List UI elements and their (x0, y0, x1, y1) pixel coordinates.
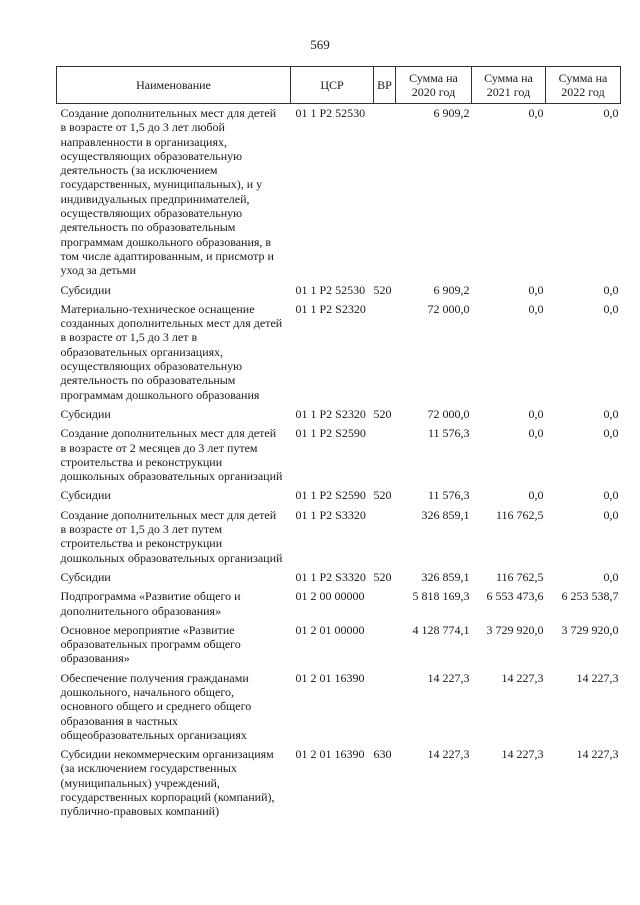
page-number: 569 (310, 37, 330, 52)
row-sum-2020: 11 576,3 (427, 488, 470, 503)
row-name: Основное мероприятие «Развитие образовательных программ общего образования» (60, 622, 241, 666)
row-vr (374, 669, 396, 745)
row-sum-2021: 14 227,3 (501, 670, 544, 685)
header-sum-2021: Сумма на 2021 год (472, 67, 546, 104)
table-row (57, 669, 621, 745)
row-sum-2021: 116 762,5 (495, 507, 544, 522)
row-csr: 01 2 00 00000 (295, 589, 365, 604)
header-csr: ЦСР (291, 67, 374, 104)
row-vr (374, 104, 396, 281)
row-vr: 520 (373, 488, 392, 503)
row-csr: 01 1 P2 S2590 (295, 426, 366, 441)
budget-table (56, 66, 621, 822)
row-sum-2020: 72 000,0 (427, 406, 470, 421)
header-name: Наименование (57, 67, 291, 104)
row-csr: 01 1 P2 S2320 (295, 406, 366, 421)
table-row (57, 281, 621, 300)
row-sum-2022: 0,0 (603, 488, 619, 503)
row-sum-2021: 0,0 (528, 488, 544, 503)
header-sum-2022: Сумма на 2022 год (546, 67, 621, 104)
row-csr: 01 1 P2 52530 (295, 106, 366, 120)
table-row (57, 621, 621, 669)
row-vr: 520 (373, 282, 392, 297)
row-name: Создание дополнительных мест для детей в возрасте от 1,5 до 3 лет путем строительства и реконструкции дошкольных образовательных организаций (60, 507, 283, 565)
row-sum-2022: 0,0 (603, 282, 619, 297)
row-vr (374, 424, 396, 486)
row-sum-2020: 4 128 774,1 (412, 622, 470, 637)
row-sum-2022: 14 227,3 (576, 670, 619, 685)
row-name: Создание дополнительных мест для детей в возрасте от 2 месяцев до 3 лет путем строительства и реконструкции дошкольных образовательных организаций (60, 426, 283, 484)
row-sum-2020: 72 000,0 (427, 301, 470, 316)
header-sum-2020: Сумма на 2020 год (396, 67, 472, 104)
row-sum-2022: 14 227,3 (576, 747, 619, 762)
table-row (57, 745, 621, 821)
row-sum-2020: 6 909,2 (433, 106, 470, 120)
table-row (57, 587, 621, 621)
table-header-row (57, 67, 621, 104)
row-sum-2021: 116 762,5 (495, 569, 544, 584)
row-sum-2022: 0,0 (603, 106, 619, 120)
row-sum-2020: 326 859,1 (421, 569, 470, 584)
row-name: Обеспечение получения гражданами дошкольного, начального общего, основного общего и среднего общего образования в частных общеобразовательных организациях (60, 670, 252, 742)
table-row (57, 424, 621, 486)
row-name: Субсидии (60, 488, 111, 503)
row-csr: 01 2 01 16390 (295, 670, 365, 685)
row-csr: 01 1 P2 S3320 (295, 507, 366, 522)
row-sum-2020: 11 576,3 (427, 426, 470, 441)
row-sum-2021: 0,0 (528, 282, 544, 297)
row-csr: 01 2 01 00000 (295, 622, 365, 637)
row-sum-2020: 14 227,3 (427, 670, 470, 685)
row-sum-2022: 0,0 (603, 301, 619, 316)
row-sum-2022: 0,0 (603, 406, 619, 421)
row-vr (374, 621, 396, 669)
row-name: Субсидии (60, 282, 111, 297)
row-csr: 01 1 P2 S2590 (295, 488, 366, 503)
row-name: Подпрограмма «Развитие общего и дополнительного образования» (60, 589, 241, 618)
row-sum-2021: 0,0 (528, 106, 544, 120)
row-sum-2020: 6 909,2 (433, 282, 470, 297)
row-sum-2021: 3 729 920,0 (486, 622, 544, 637)
row-vr: 520 (373, 569, 392, 584)
row-sum-2022: 0,0 (603, 507, 619, 522)
row-sum-2021: 0,0 (528, 426, 544, 441)
row-name: Субсидии (60, 406, 111, 421)
table-row (57, 568, 621, 587)
table-row (57, 405, 621, 424)
table-row (57, 506, 621, 568)
row-sum-2022: 0,0 (603, 569, 619, 584)
row-name: Субсидии некоммерческим организациям (за исключением государственных (муниципальных) учреждений, государственных корпораций (компаний), публично-правовых компаний) (60, 747, 275, 819)
row-csr: 01 2 01 16390 (295, 747, 365, 762)
row-sum-2022: 0,0 (603, 426, 619, 441)
row-name: Материально-техническое оснащение созданных дополнительных мест для детей в возрасте от 1,5 до 3 лет в образовательных организациях, осуществляющих образовательную деятельность по образовательным программам дошкольного образования (60, 301, 283, 402)
header-vr: ВР (374, 67, 396, 104)
row-vr (374, 300, 396, 405)
table-row (57, 486, 621, 505)
row-sum-2022: 6 253 538,7 (561, 589, 619, 604)
row-sum-2021: 6 553 473,6 (486, 589, 544, 604)
table-row (57, 104, 621, 281)
row-csr: 01 1 P2 52530 (295, 282, 366, 297)
row-sum-2020: 326 859,1 (421, 507, 470, 522)
row-sum-2020: 5 818 169,3 (412, 589, 470, 604)
row-name: Создание дополнительных мест для детей в возрасте от 1,5 до 3 лет любой направленности в организациях, осуществляющих образовательную деятельность (за исключением государственных, муниципальных), и у индивидуальных предпринимателей, осуществляющих образовательную деятельность по образовательным программам дошкольного образования, в том числе адаптированным, и присмотр и уход за детьми (60, 106, 277, 278)
table-row (57, 300, 621, 405)
row-vr (374, 587, 396, 621)
row-sum-2021: 0,0 (528, 301, 544, 316)
row-sum-2020: 14 227,3 (427, 747, 470, 762)
row-vr: 520 (373, 406, 392, 421)
row-sum-2021: 0,0 (528, 406, 544, 421)
row-csr: 01 1 P2 S2320 (295, 301, 366, 316)
row-vr (374, 506, 396, 568)
row-sum-2021: 14 227,3 (501, 747, 544, 762)
row-name: Субсидии (60, 569, 111, 584)
row-csr: 01 1 P2 S3320 (295, 569, 366, 584)
row-sum-2022: 3 729 920,0 (561, 622, 619, 637)
row-vr: 630 (373, 747, 392, 762)
